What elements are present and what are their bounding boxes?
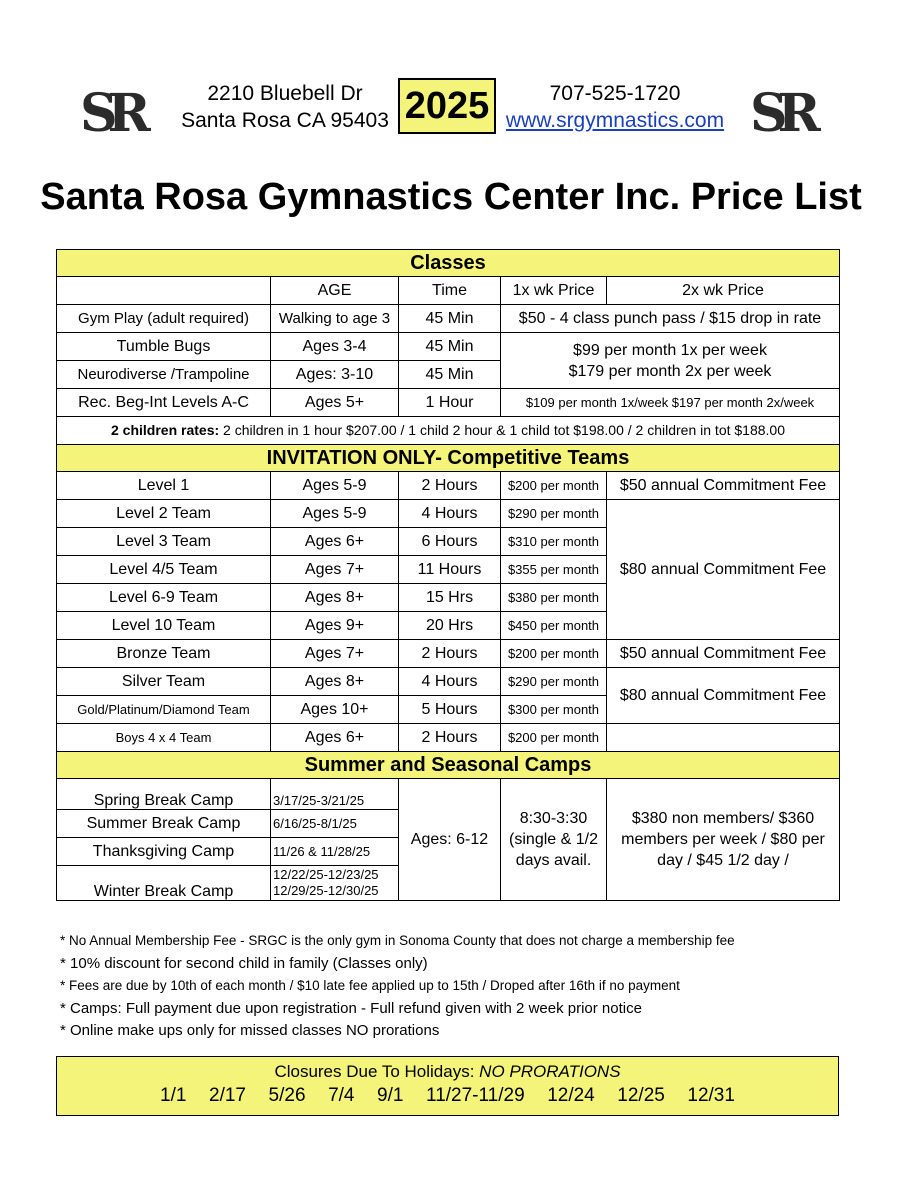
header-blank [57, 277, 271, 305]
team-price: $290 per month [501, 668, 607, 696]
team-time: 2 Hours [399, 640, 501, 668]
team-age: Ages 7+ [271, 640, 399, 668]
team-age: Ages 6+ [271, 528, 399, 556]
table-row [57, 640, 840, 668]
contact-block [505, 80, 725, 134]
teams-section-title: INVITATION ONLY- Competitive Teams [57, 445, 840, 472]
class-name: Tumble Bugs [57, 333, 271, 361]
class-time: 45 Min [399, 361, 501, 389]
closures-title-text: Closures Due To Holidays: [274, 1062, 480, 1081]
team-time: 11 Hours [399, 556, 501, 584]
camp-price-line3: day / $45 1/2 day / [657, 852, 789, 869]
camp-price [607, 779, 840, 901]
camp-name: Winter Break Camp [57, 866, 271, 901]
class-age: Ages 5+ [271, 389, 399, 417]
team-time: 20 Hrs [399, 612, 501, 640]
table-row [57, 333, 840, 361]
camp-dates: 11/26 & 11/28/25 [271, 838, 399, 866]
camp-dates: 3/17/25-3/21/25 [271, 779, 399, 810]
class-time: 45 Min [399, 305, 501, 333]
logo-left: SR [80, 83, 141, 144]
camp-dates [271, 866, 399, 901]
camp-time-line2: (single & 1/2 [509, 831, 598, 848]
camps-section-header [57, 752, 840, 779]
notes-list [60, 930, 735, 1043]
team-time: 15 Hrs [399, 584, 501, 612]
address-line2: Santa Rosa CA 95403 [181, 109, 389, 132]
note-item: * Camps: Full payment due upon registration - Full refund given with 2 week prior notice [60, 999, 642, 1017]
table-row [57, 472, 840, 500]
class-age: Ages 3-4 [271, 333, 399, 361]
team-name: Level 10 Team [57, 612, 271, 640]
price-table [56, 249, 840, 901]
class-age: Walking to age 3 [271, 305, 399, 333]
camp-ages: Ages: 6-12 [399, 779, 501, 901]
teams-section-header [57, 445, 840, 472]
header-time: Time [399, 277, 501, 305]
team-age: Ages 5-9 [271, 472, 399, 500]
team-name: Level 2 Team [57, 500, 271, 528]
team-fee: $80 annual Commitment Fee [607, 500, 840, 640]
team-age: Ages 10+ [271, 696, 399, 724]
table-row [57, 779, 840, 810]
team-time: 2 Hours [399, 472, 501, 500]
table-row [57, 305, 840, 333]
camp-name: Summer Break Camp [57, 810, 271, 838]
class-name: Gym Play (adult required) [57, 305, 271, 333]
table-row [57, 668, 840, 696]
team-time: 2 Hours [399, 724, 501, 752]
team-age: Ages 8+ [271, 584, 399, 612]
team-price: $200 per month [501, 472, 607, 500]
table-row [57, 389, 840, 417]
camp-price-line1: $380 non members/ $360 [631, 810, 815, 827]
children-rates [57, 417, 840, 445]
header-price-2x: 2x wk Price [607, 277, 840, 305]
team-name: Silver Team [57, 668, 271, 696]
table-row [57, 500, 840, 528]
class-time: 1 Hour [399, 389, 501, 417]
team-price: $310 per month [501, 528, 607, 556]
closures-box [56, 1056, 839, 1116]
camp-dates-line1: 12/22/25-12/23/25 [273, 867, 379, 882]
team-fee-empty [607, 724, 840, 752]
team-time: 4 Hours [399, 668, 501, 696]
table-row [57, 724, 840, 752]
team-price: $355 per month [501, 556, 607, 584]
closures-dates: 1/1 2/17 5/26 7/4 9/1 11/27-11/29 12/24 12/25 12/31 [160, 1085, 735, 1106]
team-fee: $80 annual Commitment Fee [607, 668, 840, 724]
camp-dates-line2: 12/29/25-12/30/25 [273, 883, 379, 898]
note-item: * 10% discount for second child in family (Classes only) [60, 954, 428, 972]
team-time: 4 Hours [399, 500, 501, 528]
header-age: AGE [271, 277, 399, 305]
team-name: Level 6-9 Team [57, 584, 271, 612]
team-time: 5 Hours [399, 696, 501, 724]
shared-price-2x: $179 per month 2x per week [568, 362, 772, 380]
camp-name: Spring Break Camp [57, 779, 271, 810]
team-name: Level 4/5 Team [57, 556, 271, 584]
classes-section-header [57, 250, 840, 277]
team-age: Ages 7+ [271, 556, 399, 584]
class-shared-price [501, 333, 840, 389]
logo-right: SR [750, 83, 811, 144]
children-rates-row [57, 417, 840, 445]
camp-price-line2: members per week / $80 per [621, 831, 825, 848]
team-fee: $50 annual Commitment Fee [607, 640, 840, 668]
camp-time-line1: 8:30-3:30 [519, 810, 588, 827]
class-time: 45 Min [399, 333, 501, 361]
phone-number: 707-525-1720 [549, 82, 681, 105]
team-price: $300 per month [501, 696, 607, 724]
website-link[interactable]: www.srgymnastics.com [505, 109, 725, 132]
address-line1: 2210 Bluebell Dr [207, 82, 363, 105]
children-rates-label: 2 children rates: [111, 422, 220, 438]
page-title: Santa Rosa Gymnastics Center Inc. Price List [40, 176, 862, 218]
team-fee: $50 annual Commitment Fee [607, 472, 840, 500]
team-age: Ages 8+ [271, 668, 399, 696]
team-name: Level 1 [57, 472, 271, 500]
year-badge: 2025 [398, 78, 496, 134]
class-price: $50 - 4 class punch pass / $15 drop in rate [501, 305, 840, 333]
camp-dates: 6/16/25-8/1/25 [271, 810, 399, 838]
classes-column-headers [57, 277, 840, 305]
camp-time [501, 779, 607, 901]
team-age: Ages 5-9 [271, 500, 399, 528]
closures-no-prorations: NO PRORATIONS [479, 1062, 621, 1081]
team-age: Ages 6+ [271, 724, 399, 752]
class-name: Rec. Beg-Int Levels A-C [57, 389, 271, 417]
note-item: * Fees are due by 10th of each month / $10 late fee applied up to 15th / Droped after 16th if no payment [60, 978, 680, 993]
note-item: * Online make ups only for missed classes NO prorations [60, 1022, 440, 1039]
header-price-1x: 1x wk Price [501, 277, 607, 305]
team-price: $290 per month [501, 500, 607, 528]
team-age: Ages 9+ [271, 612, 399, 640]
camp-name: Thanksgiving Camp [57, 838, 271, 866]
team-price: $200 per month [501, 640, 607, 668]
camp-time-line3: days avail. [515, 852, 592, 869]
closures-title [57, 1062, 838, 1082]
children-rates-text: 2 children in 1 hour $207.00 / 1 child 2 hour & 1 child tot $198.00 / 2 children in tot $188.00 [219, 422, 785, 438]
team-price: $380 per month [501, 584, 607, 612]
class-price: $109 per month 1x/week $197 per month 2x/week [501, 389, 840, 417]
team-name: Gold/Platinum/Diamond Team [57, 696, 271, 724]
team-name: Bronze Team [57, 640, 271, 668]
class-name: Neurodiverse /Trampoline [57, 361, 271, 389]
class-age: Ages: 3-10 [271, 361, 399, 389]
team-price: $450 per month [501, 612, 607, 640]
address-block [180, 80, 390, 134]
camps-section-title: Summer and Seasonal Camps [57, 752, 840, 779]
shared-price-1x: $99 per month 1x per week [573, 341, 767, 359]
team-price: $200 per month [501, 724, 607, 752]
note-item: * No Annual Membership Fee - SRGC is the only gym in Sonoma County that does not charge a membership fee [60, 933, 735, 948]
team-name: Level 3 Team [57, 528, 271, 556]
team-time: 6 Hours [399, 528, 501, 556]
classes-section-title: Classes [57, 250, 840, 277]
team-name: Boys 4 x 4 Team [57, 724, 271, 752]
